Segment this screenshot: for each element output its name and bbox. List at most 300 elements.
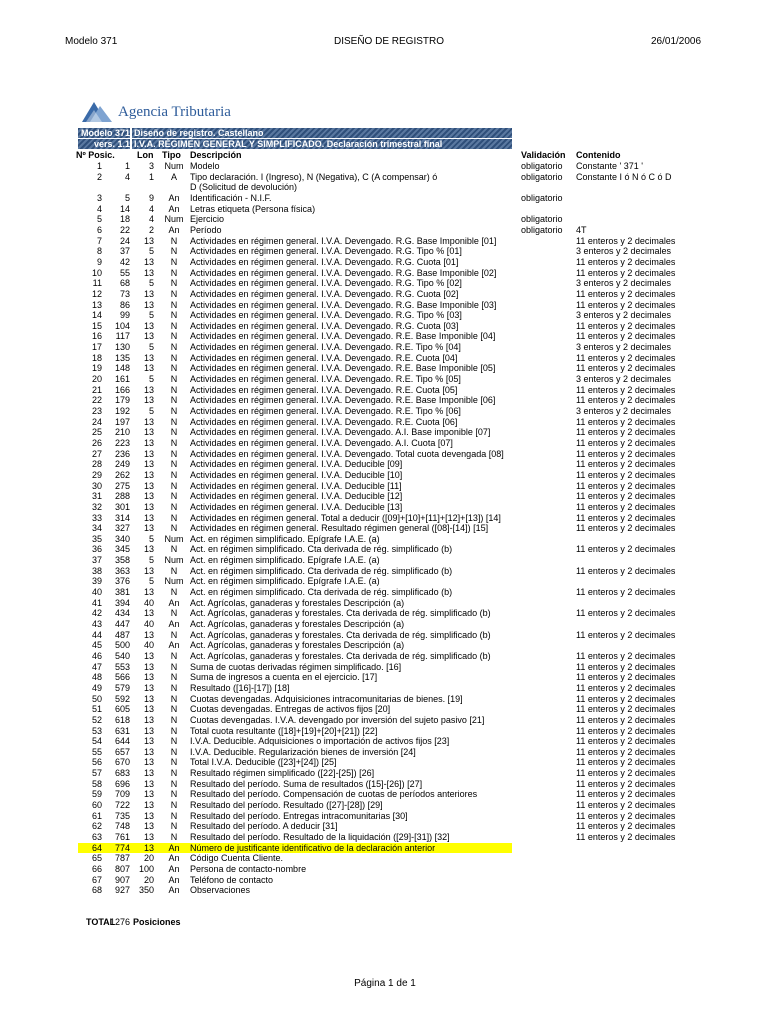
field-length: 13 <box>143 832 154 842</box>
field-position: 327 <box>114 523 130 534</box>
table-row <box>0 800 770 811</box>
field-content: 11 enteros y 2 decimales <box>576 789 676 800</box>
field-type: A <box>170 171 177 182</box>
field-content: 11 enteros y 2 decimales <box>576 693 676 704</box>
field-content: 11 enteros y 2 decimales <box>576 608 676 619</box>
field-content: 11 enteros y 2 decimales <box>576 629 676 640</box>
field-number: 1 <box>96 161 102 171</box>
table-row <box>0 576 770 587</box>
field-position: 787 <box>114 853 130 864</box>
field-type: N <box>170 746 178 757</box>
field-length: 13 <box>143 235 154 246</box>
field-content: 11 enteros y 2 decimales <box>576 256 676 267</box>
field-number: 57 <box>91 768 102 779</box>
field-number: 35 <box>91 533 102 544</box>
field-description: Resultado régimen simplificado ([22]-[25]) [26] <box>190 768 375 779</box>
field-type: Num <box>164 576 184 587</box>
field-number: 39 <box>91 576 102 587</box>
field-description: Act. en régimen simplificado. Cta derivada de rég. simplificado (b) <box>190 565 453 576</box>
field-number: 22 <box>91 395 102 406</box>
field-description: Actividades en régimen general. I.V.A. Deducible [12] <box>190 491 403 502</box>
field-content: 3 enteros y 2 decimales <box>576 342 672 353</box>
field-content: 11 enteros y 2 decimales <box>576 757 676 768</box>
field-content: 11 enteros y 2 decimales <box>576 384 676 395</box>
field-description: Teléfono de contacto <box>190 874 274 885</box>
table-row <box>0 204 770 215</box>
field-length: 13 <box>143 661 154 672</box>
col-val-header: Validación <box>521 150 566 160</box>
field-length: 4 <box>148 214 154 225</box>
field-length: 5 <box>148 246 154 257</box>
table-row <box>0 331 770 342</box>
field-description: Actividades en régimen general. I.V.A. Devengado. R.G. Cuota [03] <box>190 320 459 331</box>
field-number: 51 <box>91 704 102 715</box>
field-position: 553 <box>114 661 130 672</box>
field-length: 5 <box>148 374 154 384</box>
field-type: N <box>170 544 178 555</box>
field-validation: obligatorio <box>521 192 563 203</box>
field-description: Actividades en régimen general. I.V.A. Devengado. R.G. Tipo % [01] <box>190 246 462 257</box>
field-position: 166 <box>114 384 130 395</box>
field-position: 807 <box>114 863 130 874</box>
field-number: 16 <box>91 331 102 342</box>
field-description: Actividades en régimen general. I.V.A. Deducible [10] <box>190 469 403 480</box>
field-content: 11 enteros y 2 decimales <box>576 331 676 342</box>
table-row <box>0 726 770 737</box>
field-description: Actividades en régimen general. I.V.A. Devengado. R.G. Base Imponible [03] <box>190 299 497 310</box>
field-type: Num <box>164 214 184 225</box>
table-row <box>0 523 770 534</box>
field-position: 179 <box>114 395 130 406</box>
field-description: Letras etiqueta (Persona física) <box>190 203 316 214</box>
table-row <box>0 278 770 289</box>
field-position: 14 <box>119 203 130 214</box>
field-length: 13 <box>143 437 154 448</box>
field-number: 62 <box>91 821 102 832</box>
field-description: Actividades en régimen general. I.V.A. Devengado. R.E. Tipo % [04] <box>190 342 461 353</box>
field-length: 13 <box>143 725 154 736</box>
field-type: N <box>170 704 178 715</box>
field-position: 73 <box>119 288 130 299</box>
field-type: N <box>170 682 178 693</box>
field-number: 14 <box>91 310 102 321</box>
field-number: 52 <box>91 714 102 725</box>
field-number: 25 <box>91 427 102 438</box>
field-description: Identificación - N.I.F. <box>190 192 272 203</box>
field-type: N <box>170 384 178 395</box>
field-position: 500 <box>114 640 130 651</box>
field-position: 774 <box>114 842 130 853</box>
field-description: Actividades en régimen general. I.V.A. Devengado. R.E. Base Imponible [04] <box>190 331 496 342</box>
field-length: 13 <box>143 778 154 789</box>
field-number: 37 <box>91 555 102 565</box>
table-row <box>0 598 770 609</box>
table-row <box>0 427 770 438</box>
field-length: 13 <box>143 693 154 704</box>
field-number: 10 <box>91 267 102 278</box>
table-row <box>0 481 770 492</box>
field-description: Persona de contacto-nombre <box>190 863 307 874</box>
field-description: Act. en régimen simplificado. Epígrafe I.A.E. (a) <box>190 533 380 544</box>
field-number: 20 <box>91 374 102 384</box>
field-type: N <box>170 480 178 491</box>
field-content: 11 enteros y 2 decimales <box>576 363 676 374</box>
field-length: 13 <box>143 288 154 299</box>
field-position: 161 <box>114 374 130 384</box>
field-number: 47 <box>91 661 102 672</box>
field-position: 540 <box>114 650 130 661</box>
table-row <box>0 747 770 758</box>
field-length: 5 <box>148 533 154 544</box>
field-number: 59 <box>91 789 102 800</box>
field-content: 11 enteros y 2 decimales <box>576 736 676 747</box>
table-row <box>0 587 770 598</box>
field-type: N <box>170 501 178 512</box>
table-row <box>0 438 770 449</box>
field-length: 3 <box>148 161 154 171</box>
field-description: Actividades en régimen general. I.V.A. Devengado. R.E. Tipo % [06] <box>190 406 461 416</box>
field-number: 2 <box>96 171 102 182</box>
table-row <box>0 395 770 406</box>
column-header-row <box>0 150 770 161</box>
field-length: 13 <box>143 714 154 725</box>
field-validation: obligatorio <box>521 224 563 235</box>
field-type: N <box>170 810 178 821</box>
band-title: Diseño de registro. Castellano <box>132 128 512 138</box>
field-position: 670 <box>114 757 130 768</box>
field-type: N <box>170 469 178 480</box>
field-position: 363 <box>114 565 130 576</box>
table-row <box>0 374 770 385</box>
field-position: 130 <box>114 342 130 353</box>
field-position: 223 <box>114 437 130 448</box>
table-row <box>78 843 512 854</box>
field-description: Actividades en régimen general. I.V.A. Devengado. A.I. Base imponible [07] <box>190 427 491 438</box>
field-length: 13 <box>143 459 154 470</box>
field-length: 13 <box>143 821 154 832</box>
field-description: Act. Agrícolas, ganaderas y forestales. Cta derivada de rég. simplificado (b) <box>190 629 491 640</box>
table-row <box>0 502 770 513</box>
field-description: Suma de cuotas derivadas régimen simplificado. [16] <box>190 661 402 672</box>
field-content: 11 enteros y 2 decimales <box>576 416 676 427</box>
field-type: An <box>168 203 180 214</box>
table-row <box>0 214 770 225</box>
field-content: 11 enteros y 2 decimales <box>576 437 676 448</box>
field-type: N <box>170 523 178 534</box>
field-length: 40 <box>143 619 154 629</box>
table-row <box>0 821 770 832</box>
table-row <box>0 534 770 545</box>
field-length: 13 <box>143 565 154 576</box>
logo-name: Agencia Tributaria <box>118 104 231 120</box>
field-content: 11 enteros y 2 decimales <box>576 299 676 310</box>
table-row <box>0 459 770 470</box>
field-type: N <box>170 363 178 374</box>
field-length: 13 <box>143 331 154 342</box>
field-number: 42 <box>91 608 102 619</box>
field-number: 56 <box>91 757 102 768</box>
field-type: N <box>170 235 178 246</box>
field-content: 11 enteros y 2 decimales <box>576 714 676 725</box>
field-type: N <box>170 320 178 331</box>
field-position: 579 <box>114 682 130 693</box>
field-number: 6 <box>96 224 102 235</box>
field-type: N <box>170 800 178 810</box>
field-length: 13 <box>143 416 154 427</box>
field-length: 13 <box>143 768 154 779</box>
field-description: Resultado del período. Resultado de la liquidación ([29]-[31]) [32] <box>190 832 450 842</box>
field-position: 487 <box>114 629 130 640</box>
field-description: Observaciones <box>190 885 251 896</box>
field-type: An <box>168 842 180 853</box>
field-description: Actividades en régimen general. I.V.A. Devengado. R.G. Tipo % [02] <box>190 278 462 289</box>
field-type: Num <box>164 533 184 544</box>
col-cont-header: Contenido <box>576 150 621 160</box>
table-row <box>0 300 770 311</box>
agencia-tributaria-logo <box>78 100 248 126</box>
field-type: N <box>170 331 178 342</box>
table-row <box>0 630 770 641</box>
table-row <box>0 321 770 332</box>
field-position: 683 <box>114 768 130 779</box>
field-number: 7 <box>96 235 102 246</box>
table-row <box>0 608 770 619</box>
band-subtitle: I.V.A. RÉGIMEN GENERAL Y SIMPLIFICADO. Declaración trimestral final <box>132 139 512 149</box>
field-position: 275 <box>114 480 130 491</box>
field-position: 696 <box>114 778 130 789</box>
field-number: 54 <box>91 736 102 747</box>
table-row <box>0 161 770 172</box>
field-type: N <box>170 693 178 704</box>
field-content: 11 enteros y 2 decimales <box>576 810 676 821</box>
field-length: 13 <box>143 682 154 693</box>
field-description: Act. en régimen simplificado. Cta derivada de rég. simplificado (b) <box>190 544 453 555</box>
field-number: 15 <box>91 320 102 331</box>
field-number: 65 <box>91 853 102 864</box>
field-content: 11 enteros y 2 decimales <box>576 682 676 693</box>
table-row <box>0 757 770 768</box>
field-position: 605 <box>114 704 130 715</box>
field-length: 13 <box>143 512 154 523</box>
field-description: Modelo <box>190 161 220 171</box>
field-type: Num <box>164 555 184 565</box>
field-position: 761 <box>114 832 130 842</box>
field-number: 21 <box>91 384 102 395</box>
table-row <box>0 651 770 662</box>
field-length: 13 <box>143 650 154 661</box>
field-description: D (Solicitud de devolución) <box>190 182 298 193</box>
field-length: 1 <box>148 171 154 182</box>
field-description: Resultado del período. A deducir [31] <box>190 821 338 832</box>
table-row <box>0 555 770 566</box>
table-row <box>0 289 770 300</box>
field-length: 13 <box>143 363 154 374</box>
field-position: 1 <box>124 161 130 171</box>
field-description: Act. Agrícolas, ganaderas y forestales Descripción (a) <box>190 597 405 608</box>
field-description: Act. Agrícolas, ganaderas y forestales. Cta derivada de rég. simplificado (b) <box>190 650 491 661</box>
field-content: 3 enteros y 2 decimales <box>576 246 672 257</box>
field-length: 13 <box>143 789 154 800</box>
field-type: N <box>170 725 178 736</box>
field-position: 735 <box>114 810 130 821</box>
field-position: 22 <box>119 224 130 235</box>
field-number: 67 <box>91 874 102 885</box>
field-number: 28 <box>91 459 102 470</box>
field-type: N <box>170 661 178 672</box>
field-content: 11 enteros y 2 decimales <box>576 288 676 299</box>
header-center: DISEÑO DE REGISTRO <box>334 36 445 47</box>
field-length: 40 <box>143 597 154 608</box>
field-length: 13 <box>143 608 154 619</box>
field-length: 20 <box>143 874 154 885</box>
field-description: Actividades en régimen general. I.V.A. Deducible [11] <box>190 480 402 491</box>
field-content: 11 enteros y 2 decimales <box>576 650 676 661</box>
field-number: 45 <box>91 640 102 651</box>
field-type: N <box>170 278 178 289</box>
agencia-logo-icon <box>78 100 114 124</box>
field-number: 40 <box>91 587 102 597</box>
field-number: 32 <box>91 501 102 512</box>
field-content: 11 enteros y 2 decimales <box>576 832 676 842</box>
field-position: 42 <box>119 256 130 267</box>
field-number: 44 <box>91 629 102 640</box>
field-number: 8 <box>96 246 102 257</box>
field-length: 13 <box>143 704 154 715</box>
field-position: 618 <box>114 714 130 725</box>
field-description: Ejercicio <box>190 214 225 225</box>
field-position: 262 <box>114 469 130 480</box>
field-type: N <box>170 736 178 747</box>
field-position: 117 <box>115 331 130 342</box>
field-description: Cuotas devengadas. I.V.A. devengado por inversión del sujeto pasivo [21] <box>190 714 485 725</box>
field-length: 13 <box>143 587 154 597</box>
field-description: Actividades en régimen general. I.V.A. Devengado. R.G. Tipo % [03] <box>190 310 462 321</box>
field-number: 3 <box>96 192 102 203</box>
table-row <box>0 715 770 726</box>
field-number: 61 <box>91 810 102 821</box>
field-type: N <box>170 672 178 683</box>
field-position: 358 <box>114 555 130 565</box>
table-row <box>0 236 770 247</box>
field-number: 23 <box>91 406 102 416</box>
field-description: I.V.A. Deducible. Adquisiciones o importación de activos fijos [23] <box>190 736 450 747</box>
field-type: N <box>170 374 178 384</box>
field-number: 34 <box>91 523 102 534</box>
header-left: Modelo 371 <box>65 36 118 47</box>
field-content: 11 enteros y 2 decimales <box>576 746 676 757</box>
field-length: 13 <box>143 427 154 438</box>
field-position: 592 <box>114 693 130 704</box>
field-number: 29 <box>91 469 102 480</box>
field-number: 19 <box>91 363 102 374</box>
col-tipo-header: Tipo <box>162 150 181 160</box>
field-number: 33 <box>91 512 102 523</box>
field-description: Resultado del período. Resultado ([27]-[28]) [29] <box>190 800 383 810</box>
field-content: 11 enteros y 2 decimales <box>576 544 676 555</box>
field-position: 748 <box>114 821 130 832</box>
table-row <box>0 417 770 428</box>
field-content: 11 enteros y 2 decimales <box>576 587 676 597</box>
field-position: 927 <box>114 885 130 896</box>
field-description: Resultado ([16]-[17]) [18] <box>190 682 290 693</box>
field-type: N <box>170 491 178 502</box>
field-position: 657 <box>114 746 130 757</box>
field-description: Actividades en régimen general. I.V.A. Devengado. R.E. Cuota [04] <box>190 352 458 363</box>
field-length: 13 <box>143 448 154 459</box>
table-row <box>0 662 770 673</box>
field-length: 13 <box>143 320 154 331</box>
field-number: 43 <box>91 619 102 629</box>
table-row <box>0 246 770 257</box>
field-length: 5 <box>148 342 154 353</box>
field-content: 11 enteros y 2 decimales <box>576 235 676 246</box>
field-length: 5 <box>148 406 154 416</box>
table-row <box>0 885 770 896</box>
field-type: N <box>170 267 178 278</box>
field-position: 631 <box>114 725 130 736</box>
field-content: 11 enteros y 2 decimales <box>576 267 676 278</box>
field-type: N <box>170 629 178 640</box>
table-row <box>0 640 770 651</box>
field-content: 3 enteros y 2 decimales <box>576 406 672 416</box>
field-length: 13 <box>143 299 154 310</box>
field-length: 13 <box>143 395 154 406</box>
field-number: 63 <box>91 832 102 842</box>
field-position: 104 <box>114 320 130 331</box>
field-position: 314 <box>114 512 130 523</box>
table-row <box>0 353 770 364</box>
field-length: 20 <box>143 853 154 864</box>
field-content: Constante I ó N ó C ó D <box>576 171 672 182</box>
field-description: Actividades en régimen general. I.V.A. Devengado. R.E. Base Imponible [06] <box>190 395 496 406</box>
field-content: 11 enteros y 2 decimales <box>576 459 676 470</box>
field-content: 11 enteros y 2 decimales <box>576 501 676 512</box>
field-position: 345 <box>114 544 130 555</box>
field-number: 11 <box>92 278 102 289</box>
table-row <box>0 683 770 694</box>
table-row <box>0 619 770 630</box>
field-number: 24 <box>91 416 102 427</box>
field-type: N <box>170 714 178 725</box>
field-validation: obligatorio <box>521 161 563 171</box>
field-description: Código Cuenta Cliente. <box>190 853 284 864</box>
field-number: 46 <box>91 650 102 661</box>
table-row <box>0 193 770 204</box>
table-row <box>0 779 770 790</box>
field-position: 5 <box>124 192 130 203</box>
field-length: 13 <box>143 842 154 853</box>
field-position: 434 <box>114 608 130 619</box>
field-type: N <box>170 395 178 406</box>
field-position: 722 <box>114 800 130 810</box>
field-type: N <box>170 650 178 661</box>
field-type: An <box>168 640 180 651</box>
field-type: N <box>170 821 178 832</box>
table-row <box>0 875 770 886</box>
field-length: 13 <box>143 746 154 757</box>
field-description: Actividades en régimen general. I.V.A. Devengado. R.E. Cuota [06] <box>190 416 458 427</box>
field-content: 11 enteros y 2 decimales <box>576 480 676 491</box>
field-validation: obligatorio <box>521 214 563 225</box>
table-row <box>0 811 770 822</box>
table-row <box>0 310 770 321</box>
field-length: 2 <box>148 224 154 235</box>
field-position: 192 <box>114 406 130 416</box>
field-content: 11 enteros y 2 decimales <box>576 704 676 715</box>
field-type: N <box>170 512 178 523</box>
table-row <box>0 342 770 353</box>
field-length: 5 <box>148 555 154 565</box>
